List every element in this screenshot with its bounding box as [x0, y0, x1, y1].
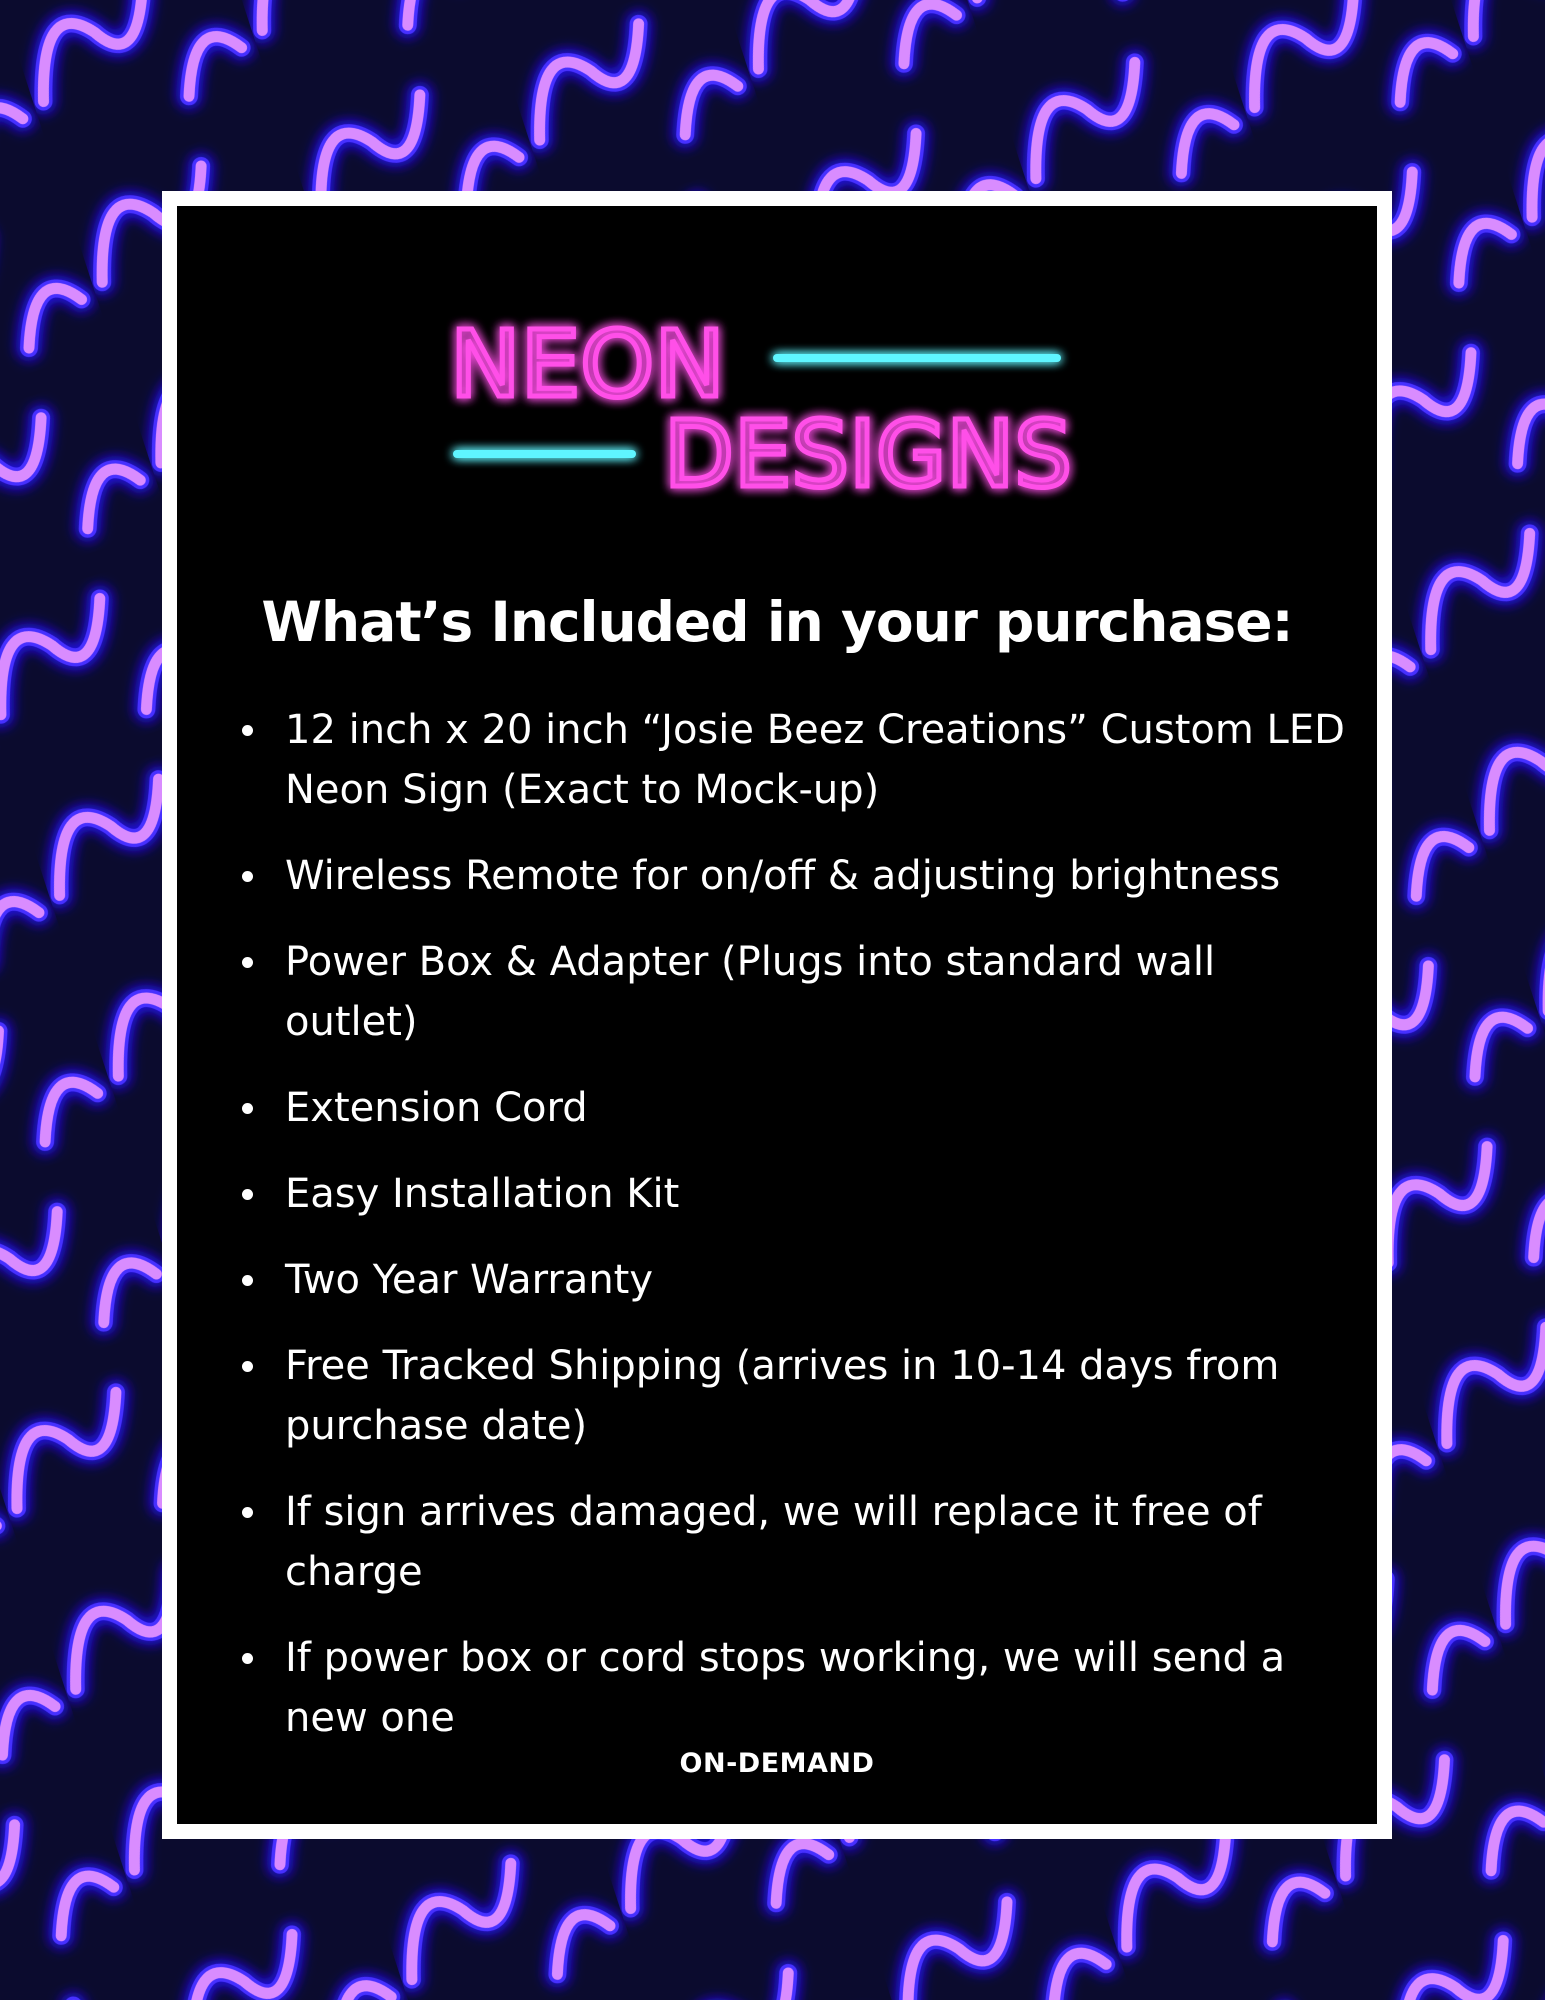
list-item: 12 inch x 20 inch “Josie Beez Creations” Custom LED Neon Sign (Exact to Mock-up): [233, 700, 1353, 820]
list-item: Wireless Remote for on/off & adjusting brightness: [233, 846, 1353, 906]
list-item: If power box or cord stops working, we will send a new one: [233, 1628, 1353, 1748]
list-item: If sign arrives damaged, we will replace it free of charge: [233, 1482, 1353, 1602]
list-item: Power Box & Adapter (Plugs into standard wall outlet): [233, 932, 1353, 1052]
list-item: Free Tracked Shipping (arrives in 10-14 days from purchase date): [233, 1336, 1353, 1456]
included-items-list: [233, 700, 1353, 1774]
list-item: Extension Cord: [233, 1078, 1353, 1138]
logo-word-neon: NEON: [450, 311, 725, 418]
on-demand-label: ON-DEMAND: [679, 1748, 875, 1779]
list-item: Two Year Warranty: [233, 1250, 1353, 1310]
list-item: Easy Installation Kit: [233, 1164, 1353, 1224]
neon-designs-logo: [432, 296, 1112, 516]
page-heading: What’s Included in your purchase:: [261, 590, 1293, 654]
logo-word-designs: DESIGNS: [664, 401, 1072, 508]
